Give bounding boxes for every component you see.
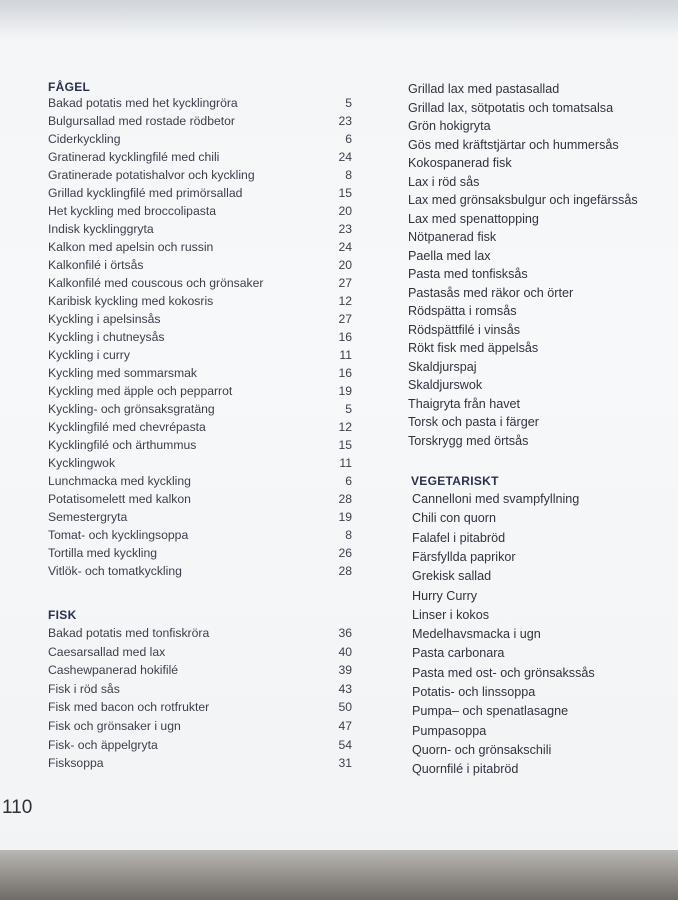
index-entry-name: Pasta med tonfisksås [408, 267, 528, 281]
index-entry-name: Kyckling med äpple och pepparrot [48, 384, 233, 398]
index-entry-name: Kyckling i curry [48, 348, 130, 362]
index-entry-name: Gratinerad kycklingfilé med chili [48, 150, 220, 164]
index-entry-page: 19 [338, 510, 352, 524]
index-entry-name: Lax i röd sås [408, 174, 480, 189]
index-entry-name: Kalkonfilé i örtsås [48, 258, 144, 272]
index-entry-name: Bakad potatis med het kycklingröra [48, 96, 238, 110]
index-entry-page: 27 [338, 276, 352, 290]
section-title-fagel: FÅGEL [48, 80, 91, 94]
index-entry-name: Torskrygg med örtsås [408, 433, 529, 448]
index-entry-name: Bakad potatis med tonfiskröra [48, 626, 210, 640]
index-entry-page: 24 [338, 240, 352, 254]
index-entry-page: 47 [338, 719, 352, 733]
index-entry-page: 5 [345, 96, 352, 110]
index-entry-page: 50 [338, 700, 352, 715]
index-entry-page: 12 [338, 294, 352, 308]
index-entry-name: Grillad kycklingfilé med primörsallad [48, 186, 243, 200]
index-entry-page: 12 [338, 420, 352, 434]
index-entry-name: Potatis- och linssoppa [412, 685, 536, 699]
index-entry-name: Kalkon med apelsin och russin [48, 240, 214, 254]
index-entry-name: Pastasås med räkor och örter [408, 285, 574, 300]
index-entry-name: Ciderkyckling [48, 132, 121, 146]
page-number: 110 [2, 797, 33, 818]
index-entry-name: Thaigryta från havet [408, 396, 521, 411]
index-entry-name: Nötpanerad fisk [408, 230, 497, 244]
index-entry-name: Paella med lax [408, 248, 491, 263]
index-entry-page: 20 [338, 204, 352, 218]
index-entry-page: 27 [338, 312, 352, 326]
index-entry-page: 5 [345, 402, 352, 416]
index-entry-name: Fisk och grönsaker i ugn [48, 719, 181, 733]
index-entry-page: 15 [338, 186, 352, 200]
index-entry-page: 15 [338, 438, 352, 452]
index-entry-name: Fisk- och äppelgryta [48, 737, 158, 752]
index-entry-page: 24 [338, 150, 352, 164]
index-entry-name: Cannelloni med svampfyllning [412, 492, 580, 506]
index-entry-page: 28 [338, 492, 352, 506]
index-entry-page: 39 [338, 663, 352, 678]
index-entry-name: Fisk i röd sås [48, 681, 120, 696]
index-entry-name: Pumpa– och spenatlasagne [412, 704, 569, 719]
index-entry-name: Fisk med bacon och rotfrukter [48, 700, 210, 715]
index-entry-name: Kyckling- och grönsaksgratäng [48, 402, 215, 416]
index-entry-name: Grekisk sallad [412, 569, 492, 584]
index-entry-name: Kyckling med sommarsmak [48, 366, 197, 380]
index-entry-page: 6 [345, 474, 352, 488]
index-entry-name: Linser i kokos [412, 607, 489, 622]
index-entry-page: 23 [338, 222, 352, 236]
section-title-vegetariskt: VEGETARISKT [411, 474, 499, 488]
index-entry-name: Vitlök- och tomatkyckling [48, 564, 182, 578]
index-entry-page: 43 [338, 681, 352, 696]
index-entry-name: Gratinerade potatishalvor och kyckling [48, 168, 255, 182]
index-entry-name: Kyckling i apelsinsås [48, 312, 161, 326]
index-entry-name: Quornfilé i pitabröd [412, 762, 519, 777]
index-entry-name: Färsfyllda paprikor [412, 549, 516, 564]
index-entry-name: Skaldjurswok [408, 378, 483, 392]
index-entry-name: Lax med grönsaksbulgur och ingefärssås [408, 193, 638, 207]
index-entry-name: Quorn- och grönsakschili [412, 742, 552, 757]
index-entry-name: Pumpasoppa [412, 723, 487, 738]
index-entry-name: Caesarsallad med lax [48, 644, 166, 659]
index-entry-name: Grillad lax, sötpotatis och tomatsalsa [408, 100, 614, 115]
index-entry-page: 26 [338, 546, 352, 560]
index-entry-name: Hurry Curry [412, 588, 478, 603]
index-entry-name: Cashewpanerad hokifilé [48, 663, 179, 678]
index-entry-page: 54 [338, 737, 352, 752]
index-entry-name: Indisk kycklinggryta [48, 222, 154, 236]
index-entry-name: Tomat- och kycklingsoppa [48, 528, 189, 542]
index-entry-name: Fisksoppa [48, 756, 104, 771]
index-entry-page: 36 [338, 626, 352, 640]
index-entry-page: 20 [338, 258, 352, 272]
table-surface [0, 850, 678, 900]
index-entry-page: 28 [338, 564, 352, 578]
index-entry-page: 16 [338, 366, 352, 380]
section-title-fisk: FISK [48, 608, 77, 622]
index-entry-name: Kyckling i chutneysås [48, 330, 165, 344]
index-entry-name: Het kyckling med broccolipasta [48, 204, 216, 218]
index-entry-page: 23 [338, 114, 352, 128]
index-entry-name: Falafel i pitabröd [412, 530, 506, 545]
index-entry-page: 31 [338, 756, 352, 771]
index-entry-name: Rödspätta i romsås [408, 304, 517, 318]
index-entry-name: Bulgursallad med rostade rödbetor [48, 114, 235, 128]
index-entry-name: Kokospanerad fisk [408, 156, 512, 170]
index-entry-page: 16 [338, 330, 352, 344]
index-entry-name: Grillad lax med pastasallad [408, 82, 560, 96]
index-entry-name: Kycklingfilé och ärthummus [48, 438, 197, 452]
index-entry-name: Chili con quorn [412, 511, 497, 526]
index-entry-page: 6 [345, 132, 352, 146]
index-entry-name: Tortilla med kyckling [48, 546, 158, 560]
index-entry-name: Grön hokigryta [408, 119, 491, 133]
index-entry-name: Gös med kräftstjärtar och hummersås [408, 137, 619, 152]
index-entry-page: 19 [338, 384, 352, 398]
index-entry-name: Rökt fisk med äppelsås [408, 341, 539, 355]
index-entry-name: Pasta med ost- och grönsakssås [412, 665, 595, 680]
index-entry-name: Lax med spenattopping [408, 211, 539, 226]
index-entry-page: 11 [339, 348, 352, 362]
index-entry-name: Rödspättfilé i vinsås [408, 322, 520, 337]
index-entry-name: Semestergryta [48, 510, 128, 524]
index-entry-name: Karibisk kyckling med kokosris [48, 294, 214, 308]
index-entry-name: Torsk och pasta i färger [408, 415, 539, 429]
index-entry-page: 8 [345, 528, 352, 542]
index-entry-name: Kalkonfilé med couscous och grönsaker [48, 276, 264, 290]
index-entry-name: Kycklingfilé med chevrépasta [48, 420, 206, 434]
index-entry-page: 40 [338, 644, 352, 659]
index-entry-name: Pasta carbonara [412, 646, 505, 661]
index-entry-page: 8 [345, 168, 352, 182]
index-entry-name: Potatisomelett med kalkon [48, 492, 191, 506]
index-entry-name: Kycklingwok [48, 456, 116, 470]
index-entry-page: 11 [339, 456, 352, 470]
index-entry-name: Skaldjurspaj [408, 359, 477, 374]
index-entry-name: Lunchmacka med kyckling [48, 474, 191, 488]
index-entry-name: Medelhavsmacka i ugn [412, 627, 541, 642]
